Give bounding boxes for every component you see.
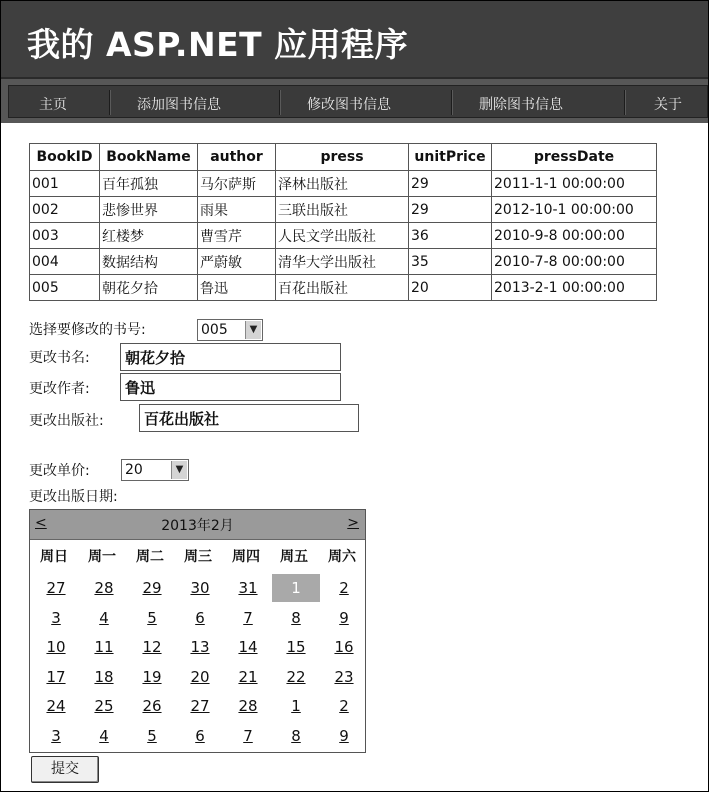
cell-unitprice: 36 [409, 223, 492, 249]
calendar-day[interactable]: 27 [190, 697, 210, 715]
cell-press: 泽林出版社 [276, 171, 409, 197]
cell-bookname: 百年孤独 [100, 171, 198, 197]
calendar-day[interactable]: 26 [142, 697, 162, 715]
calendar-day[interactable]: 4 [99, 726, 109, 745]
nav-item-home[interactable]: 主页 [39, 97, 67, 113]
nav-separator [451, 90, 453, 115]
nav-menu [8, 85, 708, 118]
cell-bookname: 朝花夕拾 [100, 275, 198, 301]
table-row [30, 223, 657, 249]
cell-bookname: 数据结构 [100, 249, 198, 275]
book-id-select-value: 005 [201, 322, 228, 338]
nav-separator [624, 90, 626, 115]
press-input[interactable]: 百花出版社 [139, 404, 359, 432]
cell-unitprice: 20 [409, 275, 492, 301]
calendar-weekday-header: 周日 [40, 549, 68, 565]
cell-unitprice: 35 [409, 249, 492, 275]
cell-pressdate: 2013-2-1 00:00:00 [492, 275, 657, 301]
table-row [30, 249, 657, 275]
book-name-input[interactable]: 朝花夕拾 [120, 343, 341, 371]
calendar-day[interactable]: 6 [195, 608, 205, 627]
calendar-day[interactable]: 2 [339, 697, 349, 715]
table-row [30, 197, 657, 223]
table-row [30, 171, 657, 197]
book-id-select[interactable] [197, 319, 263, 341]
name-label: 更改书名: [29, 350, 90, 366]
price-select-value: 20 [125, 462, 143, 478]
calendar-day[interactable]: 30 [190, 579, 210, 597]
calendar-day[interactable]: 8 [291, 608, 301, 627]
chevron-down-icon[interactable]: ▼ [245, 321, 261, 339]
author-input[interactable]: 鲁迅 [120, 373, 341, 401]
select-book-label: 选择要修改的书号: [29, 322, 146, 338]
calendar-day[interactable]: 23 [334, 667, 354, 686]
cell-press: 清华大学出版社 [276, 249, 409, 275]
calendar-weekday-header: 周一 [88, 549, 116, 565]
calendar-day[interactable]: 2 [339, 579, 349, 597]
calendar-next-month-link[interactable]: > [347, 515, 359, 531]
calendar-weekday-header: 周六 [328, 549, 356, 565]
cell-bookid: 002 [30, 197, 100, 223]
cell-pressdate: 2010-9-8 00:00:00 [492, 223, 657, 249]
calendar-day[interactable]: 5 [147, 726, 157, 745]
books-table [29, 143, 657, 301]
cell-press: 人民文学出版社 [276, 223, 409, 249]
calendar-day[interactable]: 1 [272, 574, 320, 602]
calendar-day[interactable]: 15 [286, 638, 306, 656]
calendar-day[interactable]: 28 [94, 579, 114, 597]
calendar-day[interactable]: 9 [339, 608, 349, 627]
calendar-day[interactable]: 14 [238, 638, 258, 656]
calendar-prev-month-link[interactable]: < [35, 515, 47, 531]
site-header [1, 1, 708, 77]
chevron-down-icon[interactable]: ▼ [171, 461, 187, 479]
calendar-day[interactable]: 17 [46, 667, 66, 686]
calendar-day[interactable]: 29 [142, 579, 162, 597]
calendar-month-title: 2013年2月 [161, 518, 234, 534]
nav-separator [279, 90, 281, 115]
calendar-day[interactable]: 1 [291, 697, 301, 715]
table-row [30, 275, 657, 301]
calendar-day[interactable]: 6 [195, 726, 205, 745]
calendar-day[interactable]: 5 [147, 608, 157, 627]
press-label: 更改出版社: [29, 413, 104, 429]
calendar-day[interactable]: 7 [243, 726, 253, 745]
cell-bookid: 005 [30, 275, 100, 301]
calendar-day[interactable]: 28 [238, 697, 258, 715]
cell-unitprice: 29 [409, 197, 492, 223]
calendar-day[interactable]: 19 [142, 667, 162, 686]
nav-item-edit-book[interactable]: 修改图书信息 [307, 97, 391, 113]
calendar-day[interactable]: 27 [46, 579, 66, 597]
price-select[interactable] [121, 459, 189, 481]
calendar-day[interactable]: 9 [339, 726, 349, 745]
calendar-day[interactable]: 22 [286, 667, 306, 686]
cell-pressdate: 2012-10-1 00:00:00 [492, 197, 657, 223]
table-header-row [30, 144, 657, 171]
calendar-day[interactable]: 3 [51, 608, 61, 627]
col-header-pressdate: pressDate [492, 144, 657, 171]
cell-press: 三联出版社 [276, 197, 409, 223]
calendar-weekday-header: 周二 [136, 549, 164, 565]
col-header-press: press [276, 144, 409, 171]
cell-author: 马尔萨斯 [198, 171, 276, 197]
calendar-day[interactable]: 18 [94, 667, 114, 686]
nav-item-delete-book[interactable]: 删除图书信息 [479, 97, 563, 113]
cell-pressdate: 2011-1-1 00:00:00 [492, 171, 657, 197]
calendar-day[interactable]: 16 [334, 638, 354, 656]
cell-author: 严蔚敏 [198, 249, 276, 275]
cell-bookname: 悲惨世界 [100, 197, 198, 223]
cell-bookname: 红楼梦 [100, 223, 198, 249]
calendar-day[interactable]: 12 [142, 638, 162, 656]
calendar-day[interactable]: 21 [238, 667, 258, 686]
calendar-day[interactable]: 11 [94, 638, 114, 656]
col-header-bookname: BookName [100, 144, 198, 171]
nav-item-add-book[interactable]: 添加图书信息 [137, 97, 221, 113]
calendar-day[interactable]: 24 [46, 697, 66, 715]
calendar-day[interactable]: 25 [94, 697, 114, 715]
cell-pressdate: 2010-7-8 00:00:00 [492, 249, 657, 275]
nav-separator [109, 90, 111, 115]
calendar-day[interactable]: 3 [51, 726, 61, 745]
cell-unitprice: 29 [409, 171, 492, 197]
date-label: 更改出版日期: [29, 489, 118, 505]
calendar-day[interactable]: 31 [238, 579, 258, 597]
app-title: 我的 ASP.NET 应用程序 [27, 25, 409, 64]
nav-bar [1, 77, 708, 123]
calendar-day[interactable]: 10 [46, 638, 66, 656]
calendar-header [30, 510, 365, 540]
calendar-day[interactable]: 8 [291, 726, 301, 745]
cell-press: 百花出版社 [276, 275, 409, 301]
calendar-weekday-header: 周四 [232, 549, 260, 565]
calendar-day[interactable]: 13 [190, 638, 210, 656]
calendar-day[interactable]: 4 [99, 608, 109, 627]
col-header-bookid: BookID [30, 144, 100, 171]
calendar-day[interactable]: 7 [243, 608, 253, 627]
cell-bookid: 004 [30, 249, 100, 275]
col-header-author: author [198, 144, 276, 171]
cell-author: 曹雪芹 [198, 223, 276, 249]
calendar-weekday-header: 周五 [280, 549, 308, 565]
cell-bookid: 001 [30, 171, 100, 197]
author-label: 更改作者: [29, 381, 90, 397]
cell-bookid: 003 [30, 223, 100, 249]
nav-item-about[interactable]: 关于 [654, 97, 682, 113]
calendar-day[interactable]: 20 [190, 667, 210, 686]
cell-author: 鲁迅 [198, 275, 276, 301]
date-calendar [29, 509, 366, 753]
price-label: 更改单价: [29, 463, 90, 479]
submit-button[interactable]: 提交 [31, 756, 99, 783]
calendar-weekday-header: 周三 [184, 549, 212, 565]
col-header-unitprice: unitPrice [409, 144, 492, 171]
cell-author: 雨果 [198, 197, 276, 223]
